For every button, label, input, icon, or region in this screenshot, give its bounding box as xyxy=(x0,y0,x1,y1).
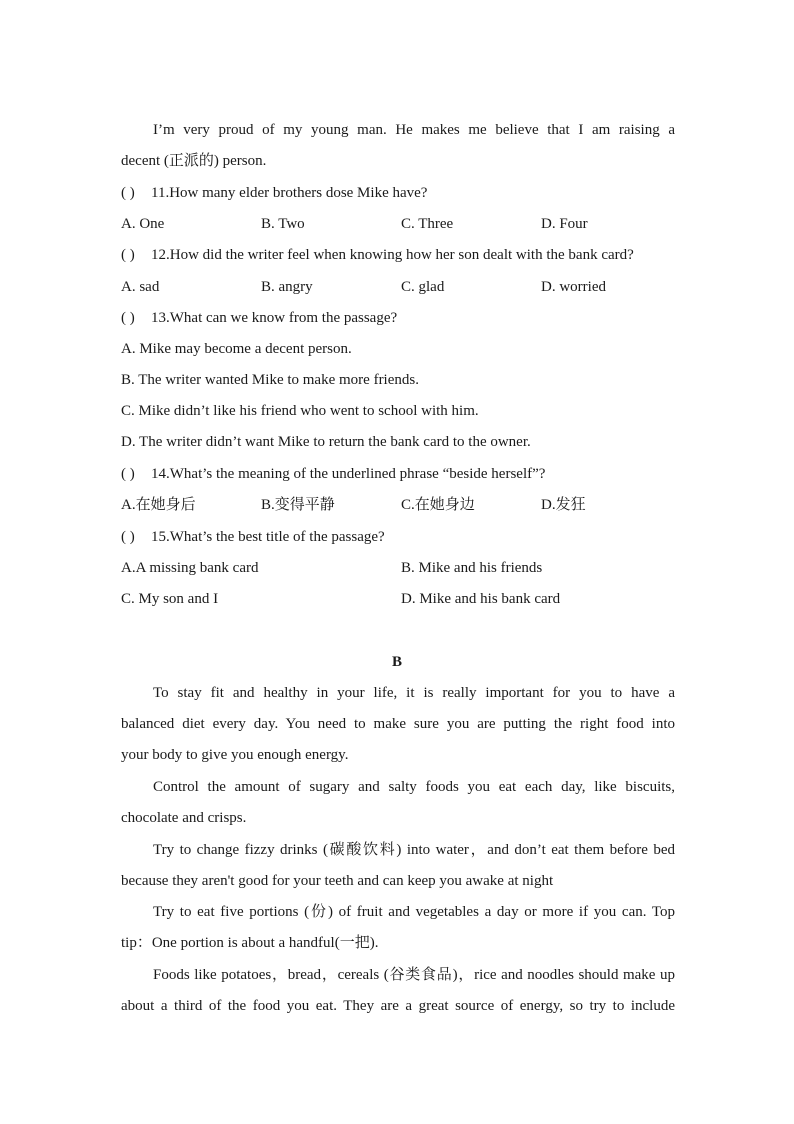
question-11 xyxy=(121,183,675,203)
option-d: D. Four xyxy=(541,216,588,232)
section-heading-b: B xyxy=(391,654,402,670)
option-b: B. The writer wanted Mike to make more friends. xyxy=(121,372,419,388)
passage-b-line: Control the amount of sugary and salty foods you eat each day, like biscuits, xyxy=(153,779,675,795)
answer-blank[interactable]: ( ) xyxy=(121,310,135,326)
passage-b-line: tip：One portion is about a handful(一把). xyxy=(121,935,379,951)
question-15 xyxy=(121,527,675,547)
option-a: A.A missing bank card xyxy=(121,560,259,576)
option-c: C. Three xyxy=(401,216,454,232)
option-a: A. sad xyxy=(121,279,160,295)
answer-blank[interactable]: ( ) xyxy=(121,529,135,545)
option-c: C. glad xyxy=(401,279,445,295)
passage-b-line: Foods like potatoes，bread，cereals (谷类食品)，rice and noodles should make up xyxy=(153,967,675,983)
passage-b-line: about a third of the food you eat. They are a great source of energy, so try to include xyxy=(121,998,675,1014)
passage-a-line: decent (正派的) person. xyxy=(121,153,267,169)
option-b: B. angry xyxy=(261,279,313,295)
question-text: 13.What can we know from the passage? xyxy=(151,310,398,326)
passage-b-line: balanced diet every day. You need to make sure you are putting the right food into xyxy=(121,716,675,732)
option-a: A.在她身后 xyxy=(121,497,196,513)
option-b: B.变得平静 xyxy=(261,497,335,513)
option-b: B. Two xyxy=(261,216,305,232)
option-d: D. worried xyxy=(541,279,606,295)
question-text: 15.What’s the best title of the passage? xyxy=(151,529,385,545)
passage-b-line: Try to eat five portions (份) of fruit and vegetables a day or more if you can. Top xyxy=(153,904,675,920)
question-14 xyxy=(121,464,675,484)
option-d: D.发狂 xyxy=(541,497,586,513)
option-c: C. My son and I xyxy=(121,591,219,607)
passage-b-line: chocolate and crisps. xyxy=(121,810,247,826)
answer-blank[interactable]: ( ) xyxy=(121,247,135,263)
answer-blank[interactable]: ( ) xyxy=(121,466,135,482)
passage-b-line: because they aren't good for your teeth and can keep you awake at night xyxy=(121,873,554,889)
option-a: A. One xyxy=(121,216,165,232)
passage-b-line: To stay fit and healthy in your life, it is really important for you to have a xyxy=(153,685,675,701)
option-c: C.在她身边 xyxy=(401,497,475,513)
option-d: D. Mike and his bank card xyxy=(401,591,561,607)
question-text: 12.How did the writer feel when knowing how her son dealt with the bank card? xyxy=(151,247,634,263)
question-text: 14.What’s the meaning of the underlined phrase “beside herself”? xyxy=(151,466,546,482)
option-a: A. Mike may become a decent person. xyxy=(121,341,352,357)
passage-b-line: Try to change fizzy drinks (碳酸饮料) into water，and don’t eat them before bed xyxy=(153,842,675,858)
option-c: C. Mike didn’t like his friend who went to school with him. xyxy=(121,403,479,419)
question-13 xyxy=(121,308,675,328)
question-text: 11.How many elder brothers dose Mike have? xyxy=(151,185,428,201)
passage-b-line: your body to give you enough energy. xyxy=(121,747,349,763)
answer-blank[interactable]: ( ) xyxy=(121,185,135,201)
passage-a-line: I’m very proud of my young man. He makes me believe that I am raising a xyxy=(153,122,675,138)
question-12 xyxy=(121,245,675,265)
option-d: D. The writer didn’t want Mike to return the bank card to the owner. xyxy=(121,434,531,450)
option-b: B. Mike and his friends xyxy=(401,560,543,576)
